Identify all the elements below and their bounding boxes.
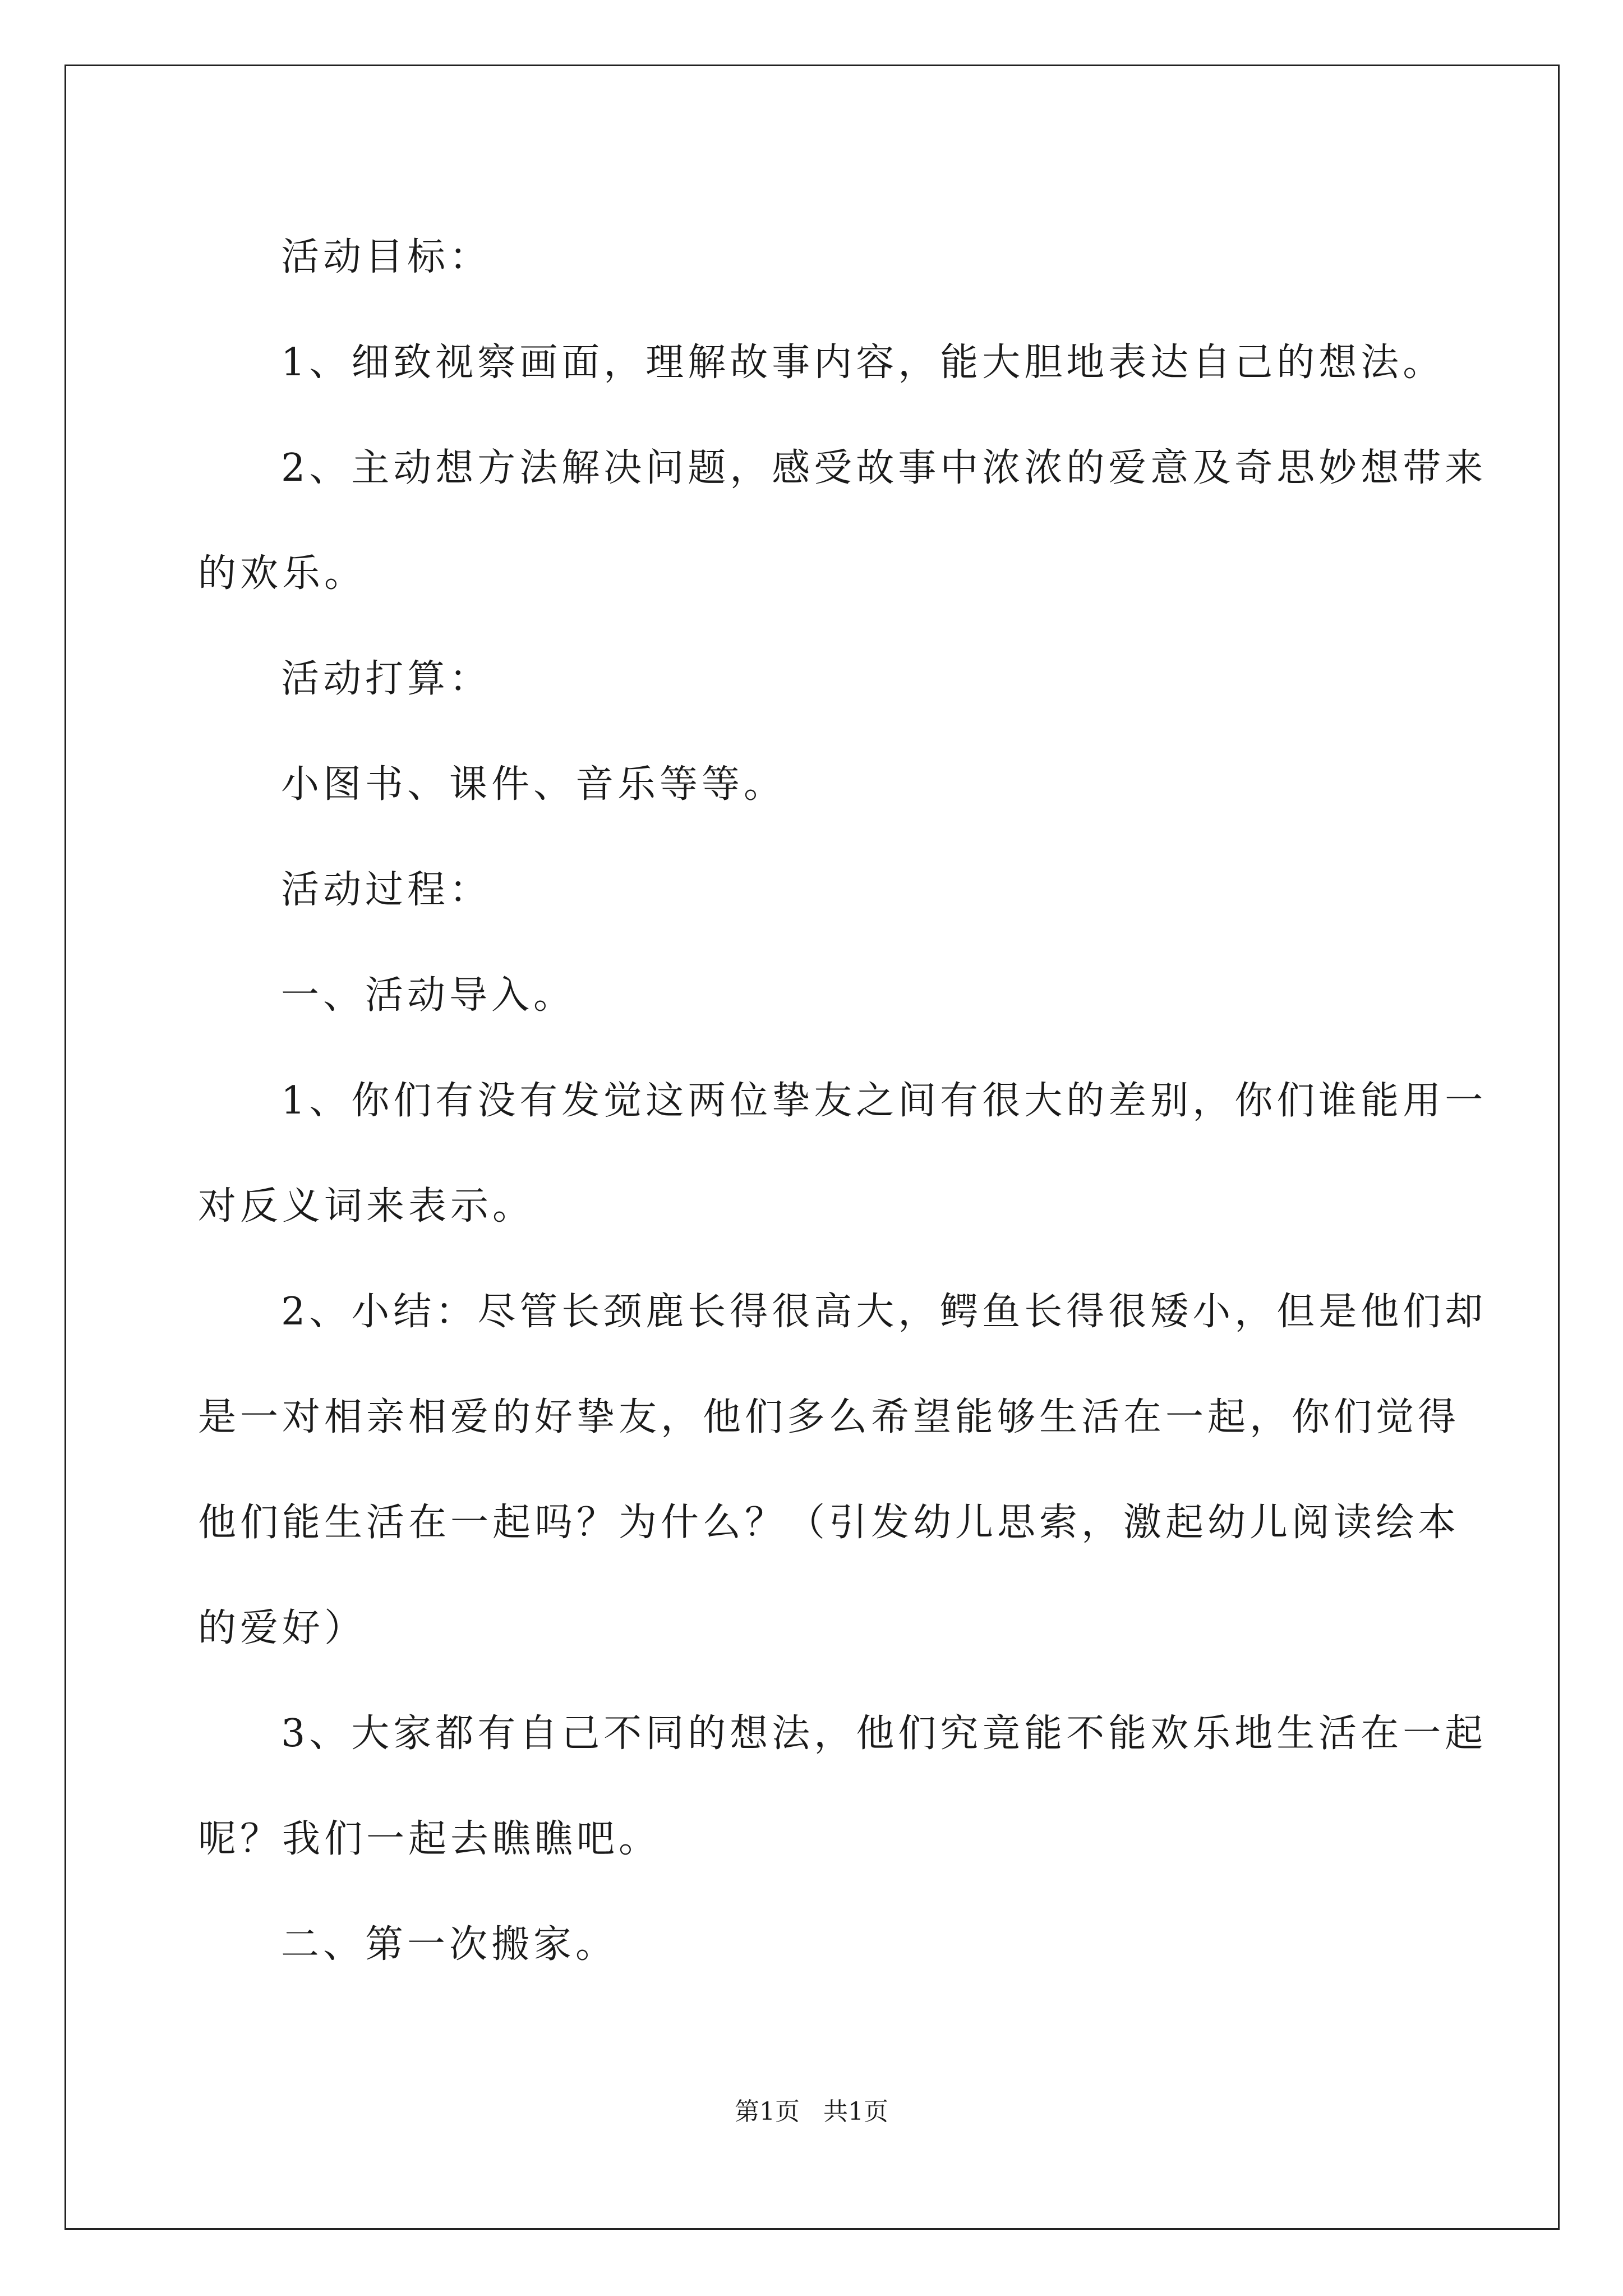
text-line: 的爱好） [198, 1606, 367, 1650]
text-line: 活动打算： [281, 657, 492, 701]
text-line: 他们能生活在一起吗？为什么？（引发幼儿思索，激起幼儿阅读绘本 [198, 1501, 1460, 1545]
text-line: 小图书、课件、音乐等等。 [281, 762, 786, 807]
text-line: 2、小结：尽管长颈鹿长得很高大，鳄鱼长得很矮小，但是他们却 [281, 1290, 1487, 1334]
text-line: 的欢乐。 [198, 551, 367, 596]
text-line: 呢？我们一起去瞧瞧吧。 [198, 1817, 661, 1861]
text-line: 2、主动想方法解决问题，感受故事中浓浓的爱意及奇思妙想带来 [281, 446, 1487, 490]
text-line: 活动过程： [281, 868, 492, 912]
text-line: 是一对相亲相爱的好挚友，他们多么希望能够生活在一起，你们觉得 [198, 1395, 1460, 1439]
text-line: 对反义词来表示。 [198, 1184, 535, 1228]
text-line: 一、活动导入。 [281, 973, 576, 1018]
document-body [198, 205, 1487, 1998]
text-line: 1、细致视察画面，理解故事内容，能大胆地表达自己的想法。 [281, 341, 1445, 385]
text-line: 3、大家都有自己不同的想法，他们究竟能不能欢乐地生活在一起 [281, 1711, 1487, 1756]
text-line: 二、第一次搬家。 [281, 1922, 618, 1967]
page-number-footer: 第1页 共1页 [735, 2097, 888, 2126]
text-line: 1、你们有没有发觉这两位挚友之间有很大的差别，你们谁能用一 [281, 1079, 1487, 1123]
text-line: 活动目标： [281, 235, 492, 279]
